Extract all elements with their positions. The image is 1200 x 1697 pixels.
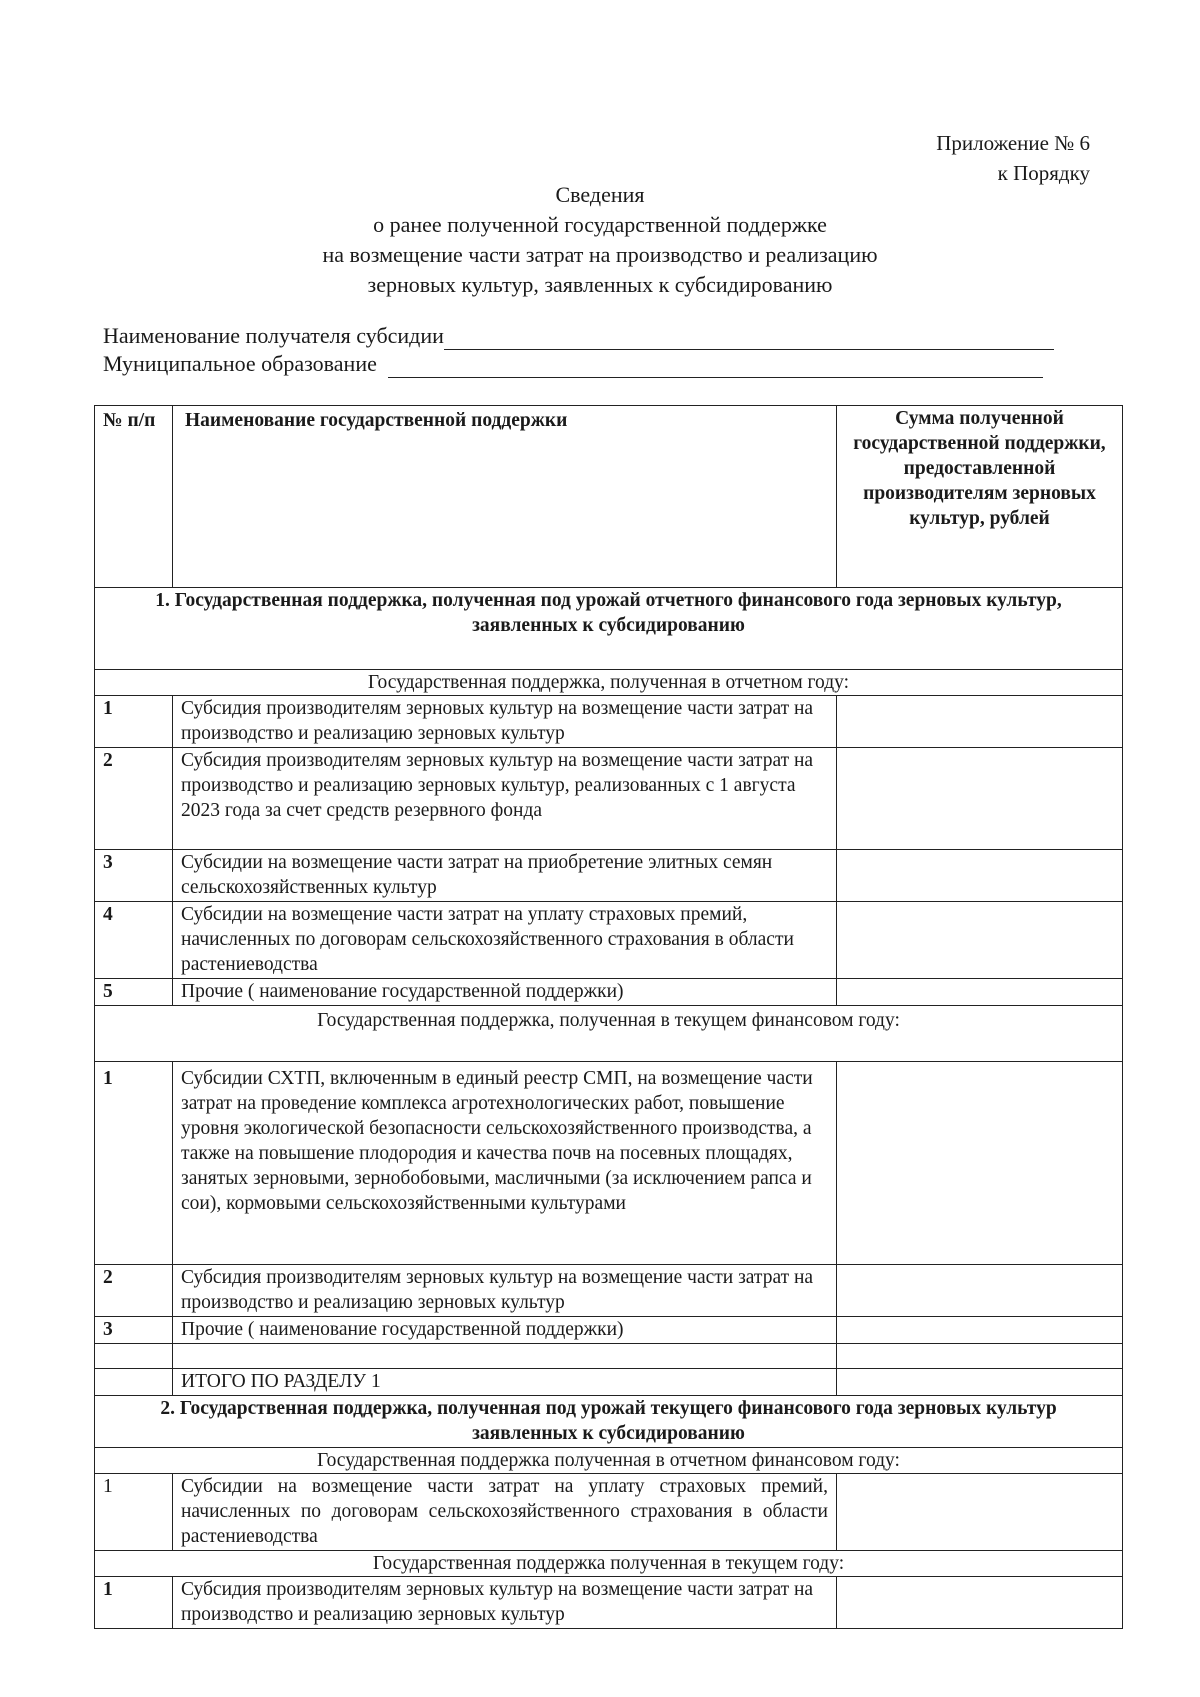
row-sum-cell[interactable] bbox=[837, 1317, 1123, 1344]
section-2-subheader-current bbox=[95, 1551, 1123, 1577]
row-name: Прочие ( наименование государственной поддержки) bbox=[173, 1317, 837, 1344]
title-line-2: о ранее полученной государственной поддержке bbox=[373, 212, 827, 237]
empty-cell[interactable] bbox=[173, 1344, 837, 1369]
recipient-field bbox=[103, 322, 1054, 350]
table-row bbox=[95, 748, 1123, 850]
row-number: 2 bbox=[95, 748, 173, 850]
row-sum-cell[interactable] bbox=[837, 696, 1123, 748]
table-header-row bbox=[95, 406, 1123, 588]
row-name: Субсидии СХТП, включенным в единый реестр СМП, на возмещение части затрат на проведение комплекса агротехнологических работ, повышение уровня экологической безопасности сельскохозяйственного производства, а также на повышение плодородия и качества почв на посевных площадях, занятых зерновыми, зернобобовыми, масличными (за исключением рапса и сои), кормовыми сельскохозяйственными культурами bbox=[173, 1062, 837, 1265]
table-row-empty bbox=[95, 1344, 1123, 1369]
row-sum-cell[interactable] bbox=[837, 1474, 1123, 1551]
title-line-1: Сведения bbox=[555, 182, 645, 207]
column-header-name: Наименование государственной поддержки bbox=[173, 406, 837, 588]
empty-cell bbox=[95, 1344, 173, 1369]
municipality-field bbox=[103, 350, 1043, 378]
row-number: 1 bbox=[95, 1577, 173, 1629]
table-row bbox=[95, 1317, 1123, 1344]
total-number-cell bbox=[95, 1369, 173, 1396]
total-row bbox=[95, 1369, 1123, 1396]
row-number: 1 bbox=[95, 696, 173, 748]
row-name: Субсидия производителям зерновых культур на возмещение части затрат на производство и реализацию зерновых культур bbox=[173, 696, 837, 748]
row-name: Субсидии на возмещение части затрат на уплату страховых премий, начисленных по договорам сельскохозяйственного страхования в области растениеводства bbox=[173, 902, 837, 979]
section-1-subheader-reporting bbox=[95, 670, 1123, 696]
subheader-reporting-financial-year: Государственная поддержка полученная в отчетном финансовом году: bbox=[95, 1448, 1123, 1474]
row-name: Субсидии на возмещение части затрат на приобретение элитных семян сельскохозяйственных культур bbox=[173, 850, 837, 902]
row-sum-cell[interactable] bbox=[837, 979, 1123, 1006]
table-row bbox=[95, 1265, 1123, 1317]
section-2-subheader-reporting bbox=[95, 1448, 1123, 1474]
table-row bbox=[95, 1474, 1123, 1551]
row-sum-cell[interactable] bbox=[837, 1265, 1123, 1317]
row-name: Прочие ( наименование государственной поддержки) bbox=[173, 979, 837, 1006]
row-sum-cell[interactable] bbox=[837, 748, 1123, 850]
appendix-number: Приложение № 6 bbox=[936, 131, 1090, 155]
municipality-label: Муниципальное образование bbox=[103, 351, 377, 376]
table-row bbox=[95, 1577, 1123, 1629]
row-sum-cell[interactable] bbox=[837, 902, 1123, 979]
section-1-title-row bbox=[95, 588, 1123, 670]
document-title bbox=[250, 180, 950, 300]
row-number: 2 bbox=[95, 1265, 173, 1317]
column-header-number: № п/п bbox=[95, 406, 173, 588]
total-label: ИТОГО ПО РАЗДЕЛУ 1 bbox=[173, 1369, 837, 1396]
table-row bbox=[95, 850, 1123, 902]
row-name: Субсидия производителям зерновых культур на возмещение части затрат на производство и реализацию зерновых культур bbox=[173, 1577, 837, 1629]
title-line-3: на возмещение части затрат на производство и реализацию bbox=[322, 242, 878, 267]
row-number: 3 bbox=[95, 850, 173, 902]
section-1-title: 1. Государственная поддержка, полученная под урожай отчетного финансового года зерновых культур, заявленных к субсидированию bbox=[95, 588, 1123, 670]
empty-cell[interactable] bbox=[837, 1344, 1123, 1369]
municipality-blank-line[interactable] bbox=[388, 355, 1043, 378]
table-row bbox=[95, 696, 1123, 748]
subheader-current-year: Государственная поддержка, полученная в текущем финансовом году: bbox=[95, 1006, 1123, 1062]
appendix-header bbox=[936, 128, 1090, 188]
section-2-title-row bbox=[95, 1396, 1123, 1448]
row-sum-cell[interactable] bbox=[837, 1577, 1123, 1629]
support-table bbox=[94, 405, 1123, 1629]
row-name: Субсидия производителям зерновых культур на возмещение части затрат на производство и реализацию зерновых культур bbox=[173, 1265, 837, 1317]
row-sum-cell[interactable] bbox=[837, 1062, 1123, 1265]
recipient-blank-line[interactable] bbox=[444, 327, 1054, 350]
table-row bbox=[95, 1062, 1123, 1265]
table-row bbox=[95, 979, 1123, 1006]
recipient-label: Наименование получателя субсидии bbox=[103, 323, 444, 348]
row-number: 5 bbox=[95, 979, 173, 1006]
section-1-subheader-current bbox=[95, 1006, 1123, 1062]
subheader-reporting-year: Государственная поддержка, полученная в отчетном году: bbox=[95, 670, 1123, 696]
row-name: Субсидии на возмещение части затрат на уплату страховых премий, начисленных по договорам сельскохозяйственного страхования в области растениеводства bbox=[173, 1474, 837, 1551]
column-header-sum: Сумма полученной государственной поддержки, предоставленной производителям зерновых культур, рублей bbox=[837, 406, 1123, 588]
section-2-title: 2. Государственная поддержка, полученная под урожай текущего финансового года зерновых культур заявленных к субсидированию bbox=[95, 1396, 1123, 1448]
row-number: 4 bbox=[95, 902, 173, 979]
row-number: 1 bbox=[95, 1474, 173, 1551]
row-number: 1 bbox=[95, 1062, 173, 1265]
table-row bbox=[95, 902, 1123, 979]
row-number: 3 bbox=[95, 1317, 173, 1344]
row-name: Субсидия производителям зерновых культур на возмещение части затрат на производство и реализацию зерновых культур, реализованных с 1 августа 2023 года за счет средств резервного фонда bbox=[173, 748, 837, 850]
subheader-current-year-2: Государственная поддержка полученная в текущем году: bbox=[95, 1551, 1123, 1577]
appendix-reference: к Порядку bbox=[997, 161, 1090, 185]
title-line-4: зерновых культур, заявленных к субсидированию bbox=[367, 272, 833, 297]
total-sum-cell[interactable] bbox=[837, 1369, 1123, 1396]
row-sum-cell[interactable] bbox=[837, 850, 1123, 902]
